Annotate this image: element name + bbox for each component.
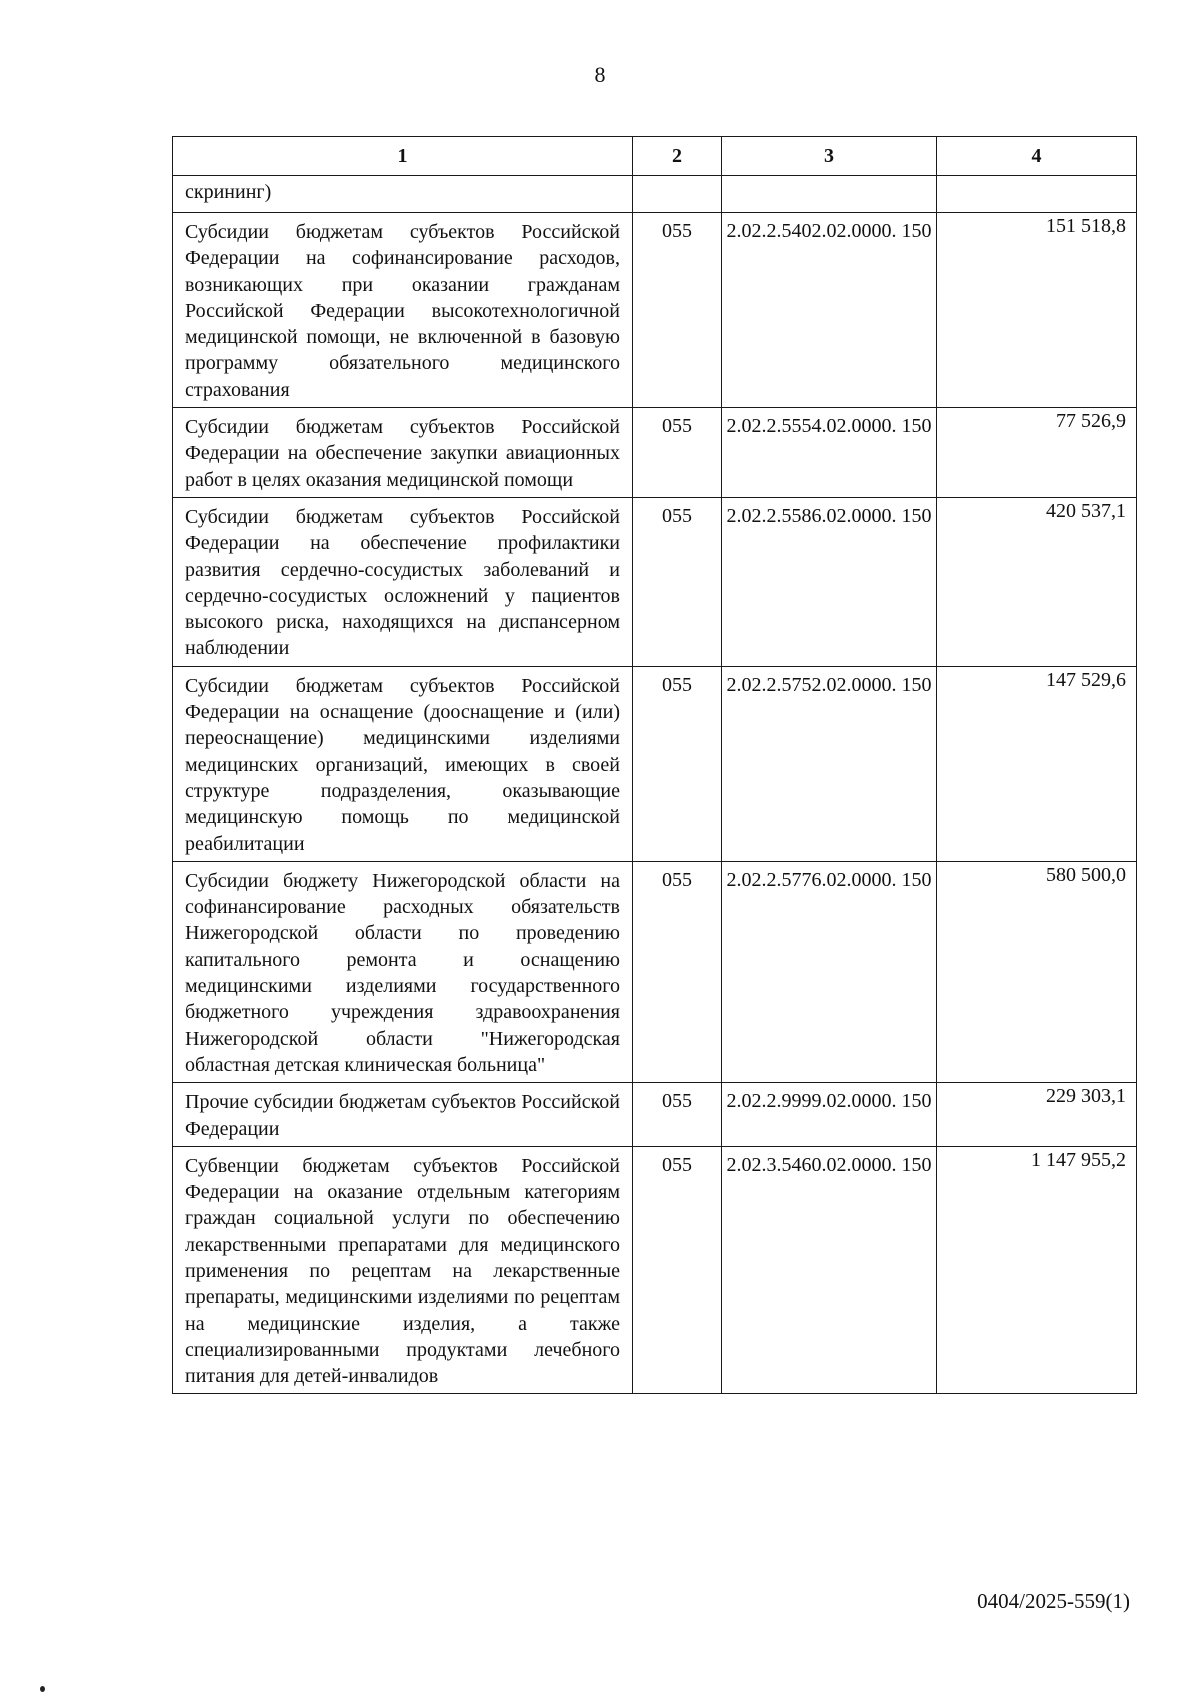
row-name: Субсидии бюджету Нижегородской области на софинансирование расходных обязательств Нижегородской области по проведению капитального ремонта и оснащению медицинскими изделиями государственного бюджетного учреждения здравоохранения Нижегородской области "Нижегородская областная детская клиническая больница"	[173, 861, 633, 1082]
row-admin-code: 055	[633, 408, 722, 498]
column-header-3: 3	[722, 137, 937, 176]
row-amount: 151 518,8	[937, 213, 1137, 408]
row-admin-code: 055	[633, 861, 722, 1082]
budget-table	[172, 136, 1137, 1394]
row-name: Прочие субсидии бюджетам субъектов Российской Федерации	[173, 1083, 633, 1147]
row-amount: 1 147 955,2	[937, 1146, 1137, 1394]
row-budget-code: 2.02.2.5776.02.0000. 150	[722, 861, 937, 1082]
row-amount	[937, 176, 1137, 213]
row-budget-code: 2.02.2.5554.02.0000. 150	[722, 408, 937, 498]
table-row	[173, 861, 1137, 1082]
row-amount: 147 529,6	[937, 666, 1137, 861]
row-amount: 77 526,9	[937, 408, 1137, 498]
row-name: Субсидии бюджетам субъектов Российской Федерации на обеспечение закупки авиационных работ в целях оказания медицинской помощи	[173, 408, 633, 498]
column-header-2: 2	[633, 137, 722, 176]
table-row	[173, 1083, 1137, 1147]
row-admin-code	[633, 176, 722, 213]
table-row	[173, 666, 1137, 861]
table-row	[173, 213, 1137, 408]
row-admin-code: 055	[633, 666, 722, 861]
row-budget-code: 2.02.2.5752.02.0000. 150	[722, 666, 937, 861]
table-row	[173, 176, 1137, 213]
row-name: Субсидии бюджетам субъектов Российской Федерации на софинансирование расходов, возникающих при оказании гражданам Российской Федерации высокотехнологичной медицинской помощи, не включенной в базовую программу обязательного медицинского страхования	[173, 213, 633, 408]
table-header-row	[173, 137, 1137, 176]
row-amount: 229 303,1	[937, 1083, 1137, 1147]
row-admin-code: 055	[633, 1146, 722, 1394]
page-number: 8	[594, 62, 606, 87]
row-budget-code: 2.02.2.5402.02.0000. 150	[722, 213, 937, 408]
row-name: Субсидии бюджетам субъектов Российской Федерации на оснащение (дооснащение и (или) переоснащение) медицинскими изделиями медицинских организаций, имеющих в своей структуре подразделения, оказывающие медицинскую помощь по медицинской реабилитации	[173, 666, 633, 861]
row-name: скрининг)	[173, 176, 633, 213]
scan-speck	[40, 1686, 45, 1692]
row-admin-code: 055	[633, 1083, 722, 1147]
table-row	[173, 1146, 1137, 1394]
row-amount: 580 500,0	[937, 861, 1137, 1082]
column-header-1: 1	[173, 137, 633, 176]
row-budget-code	[722, 176, 937, 213]
row-budget-code: 2.02.2.9999.02.0000. 150	[722, 1083, 937, 1147]
row-admin-code: 055	[633, 213, 722, 408]
row-amount: 420 537,1	[937, 497, 1137, 666]
column-header-4: 4	[937, 137, 1137, 176]
row-name: Субвенции бюджетам субъектов Российской Федерации на оказание отдельным категориям граждан социальной услуги по обеспечению лекарственными препаратами для медицинского применения по рецептам на лекарственные препараты, медицинскими изделиями по рецептам на медицинские изделия, а также специализированными продуктами лечебного питания для детей-инвалидов	[173, 1146, 633, 1394]
row-budget-code: 2.02.2.5586.02.0000. 150	[722, 497, 937, 666]
row-admin-code: 055	[633, 497, 722, 666]
table-row	[173, 408, 1137, 498]
table-row	[173, 497, 1137, 666]
row-budget-code: 2.02.3.5460.02.0000. 150	[722, 1146, 937, 1394]
row-name: Субсидии бюджетам субъектов Российской Федерации на обеспечение профилактики развития сердечно-сосудистых заболеваний и сердечно-сосудистых осложнений у пациентов высокого риска, находящихся на диспансерном наблюдении	[173, 497, 633, 666]
document-registration-number: 0404/2025-559(1)	[977, 1589, 1130, 1613]
